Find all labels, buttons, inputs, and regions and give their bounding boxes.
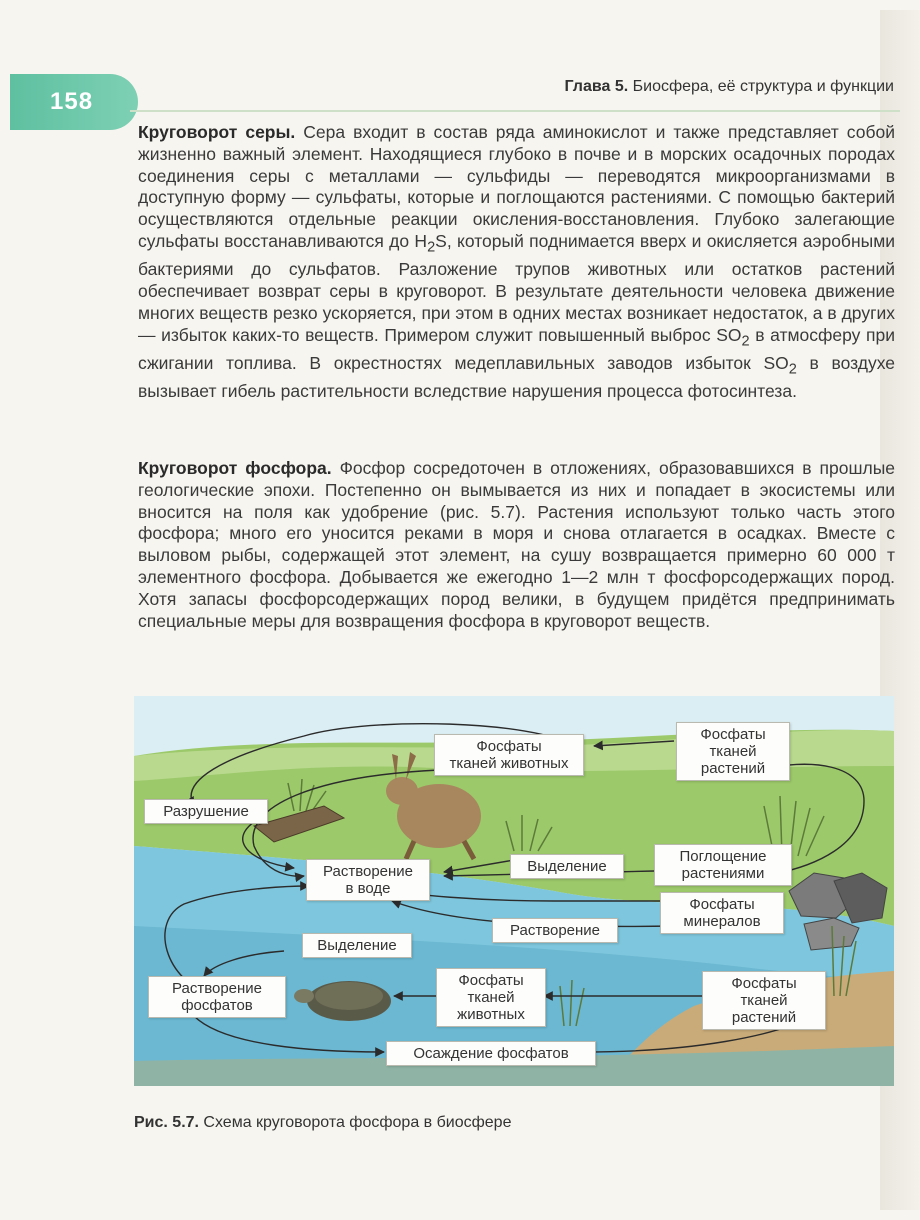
label-phosphates-plant-land: Фосфаты тканей растений (676, 722, 790, 781)
figure-caption (134, 1114, 511, 1132)
label-excretion-land: Выделение (510, 854, 624, 879)
sulfur-text-4: в воздухе вызывает гибель растительности вследствие нарушения процесса фотосинтеза. (138, 352, 896, 402)
sulfur-heading: Круговорот серы. (138, 122, 296, 142)
chapter-label: Глава 5. (564, 78, 629, 95)
sulfur-text-2: S, который поднимается вверх и окисляется аэробными бактериями до сульфатов. Разложение трупов животных или остатков растений обеспечивает возврат серы в круговорот. В результате деятельности человека движение многих веществ резко ускоряется, при этом в одних местах возникает недостаток, а в других — избыток каких-то веществ. Примером служит повышенный выброс SO (138, 230, 895, 345)
label-excretion-water: Выделение (302, 933, 412, 958)
sulfur-text-1: Сера входит в состав ряда аминокислот и также представляет собой жизненно важный элемент. Находящиеся глубоко в почве и в морских осадочных породах соединения серы с металлами — сульфиды — переводятся микроорганизмами в доступную форму — сульфаты, которые и поглощаются растениями. С помощью бактерий осуществляются отдельные реакции окисления-восстановления. Глубоко залегающие сульфаты восстанавливаются до H (138, 122, 895, 251)
label-dissolution-water: Растворение в воде (306, 859, 430, 901)
label-sedimentation: Осаждение фосфатов (386, 1041, 596, 1066)
label-dissolution: Растворение (492, 918, 618, 943)
phosphorus-cycle-figure (134, 696, 894, 1086)
page-number: 158 (50, 88, 94, 115)
sulfur-sub-1: 2 (427, 239, 436, 256)
label-phosphates-minerals: Фосфаты минералов (660, 892, 784, 934)
chapter-header (565, 78, 894, 96)
header-rule (130, 110, 900, 112)
sulfur-paragraph (138, 122, 895, 403)
phosphorus-text: Фосфор сосредоточен в отложениях, образовавшихся в прошлые геологические эпохи. Постепенно он вымывается из них и попадает в экосистемы или вносится на поля как удобрение (рис. 5.7). Растения используют только часть этого фосфора; много его уносится реками в моря и снова отлагается в осадках. Вместе с выловом рыбы, содержащей этот элемент, на сушу возвращается примерно 60 000 т элементного фосфора. Добывается же ежегодно 1—2 млн т фосфорсодержащих пород. Хотя запасы фосфорсодержащих пород велики, в будущем придётся предпринимать специальные меры для возвращения фосфора в круговорот веществ. (138, 458, 896, 631)
sulfur-sub-3: 2 (788, 361, 797, 378)
label-uptake-plants: Поглощение растениями (654, 844, 792, 886)
label-phosphates-plant-water: Фосфаты тканей растений (702, 971, 826, 1030)
label-phosphates-animal-water: Фосфаты тканей животных (436, 968, 546, 1027)
chapter-title: Биосфера, её структура и функции (632, 78, 894, 95)
caption-text: Схема круговорота фосфора в биосфере (198, 1114, 512, 1131)
label-destruction: Разрушение (144, 799, 268, 824)
caption-label: Рис. 5.7. (134, 1114, 199, 1131)
phosphorus-paragraph (138, 458, 895, 632)
sulfur-sub-2: 2 (741, 333, 750, 350)
sulfur-text-3: в атмосферу при сжигании топлива. В окрестностях медеплавильных заводов избыток SO (138, 324, 895, 373)
label-dissolution-phosphates: Растворение фосфатов (148, 976, 286, 1018)
phosphorus-heading: Круговорот фосфора. (138, 458, 332, 478)
label-phosphates-animal-land: Фосфаты тканей животных (434, 734, 584, 776)
